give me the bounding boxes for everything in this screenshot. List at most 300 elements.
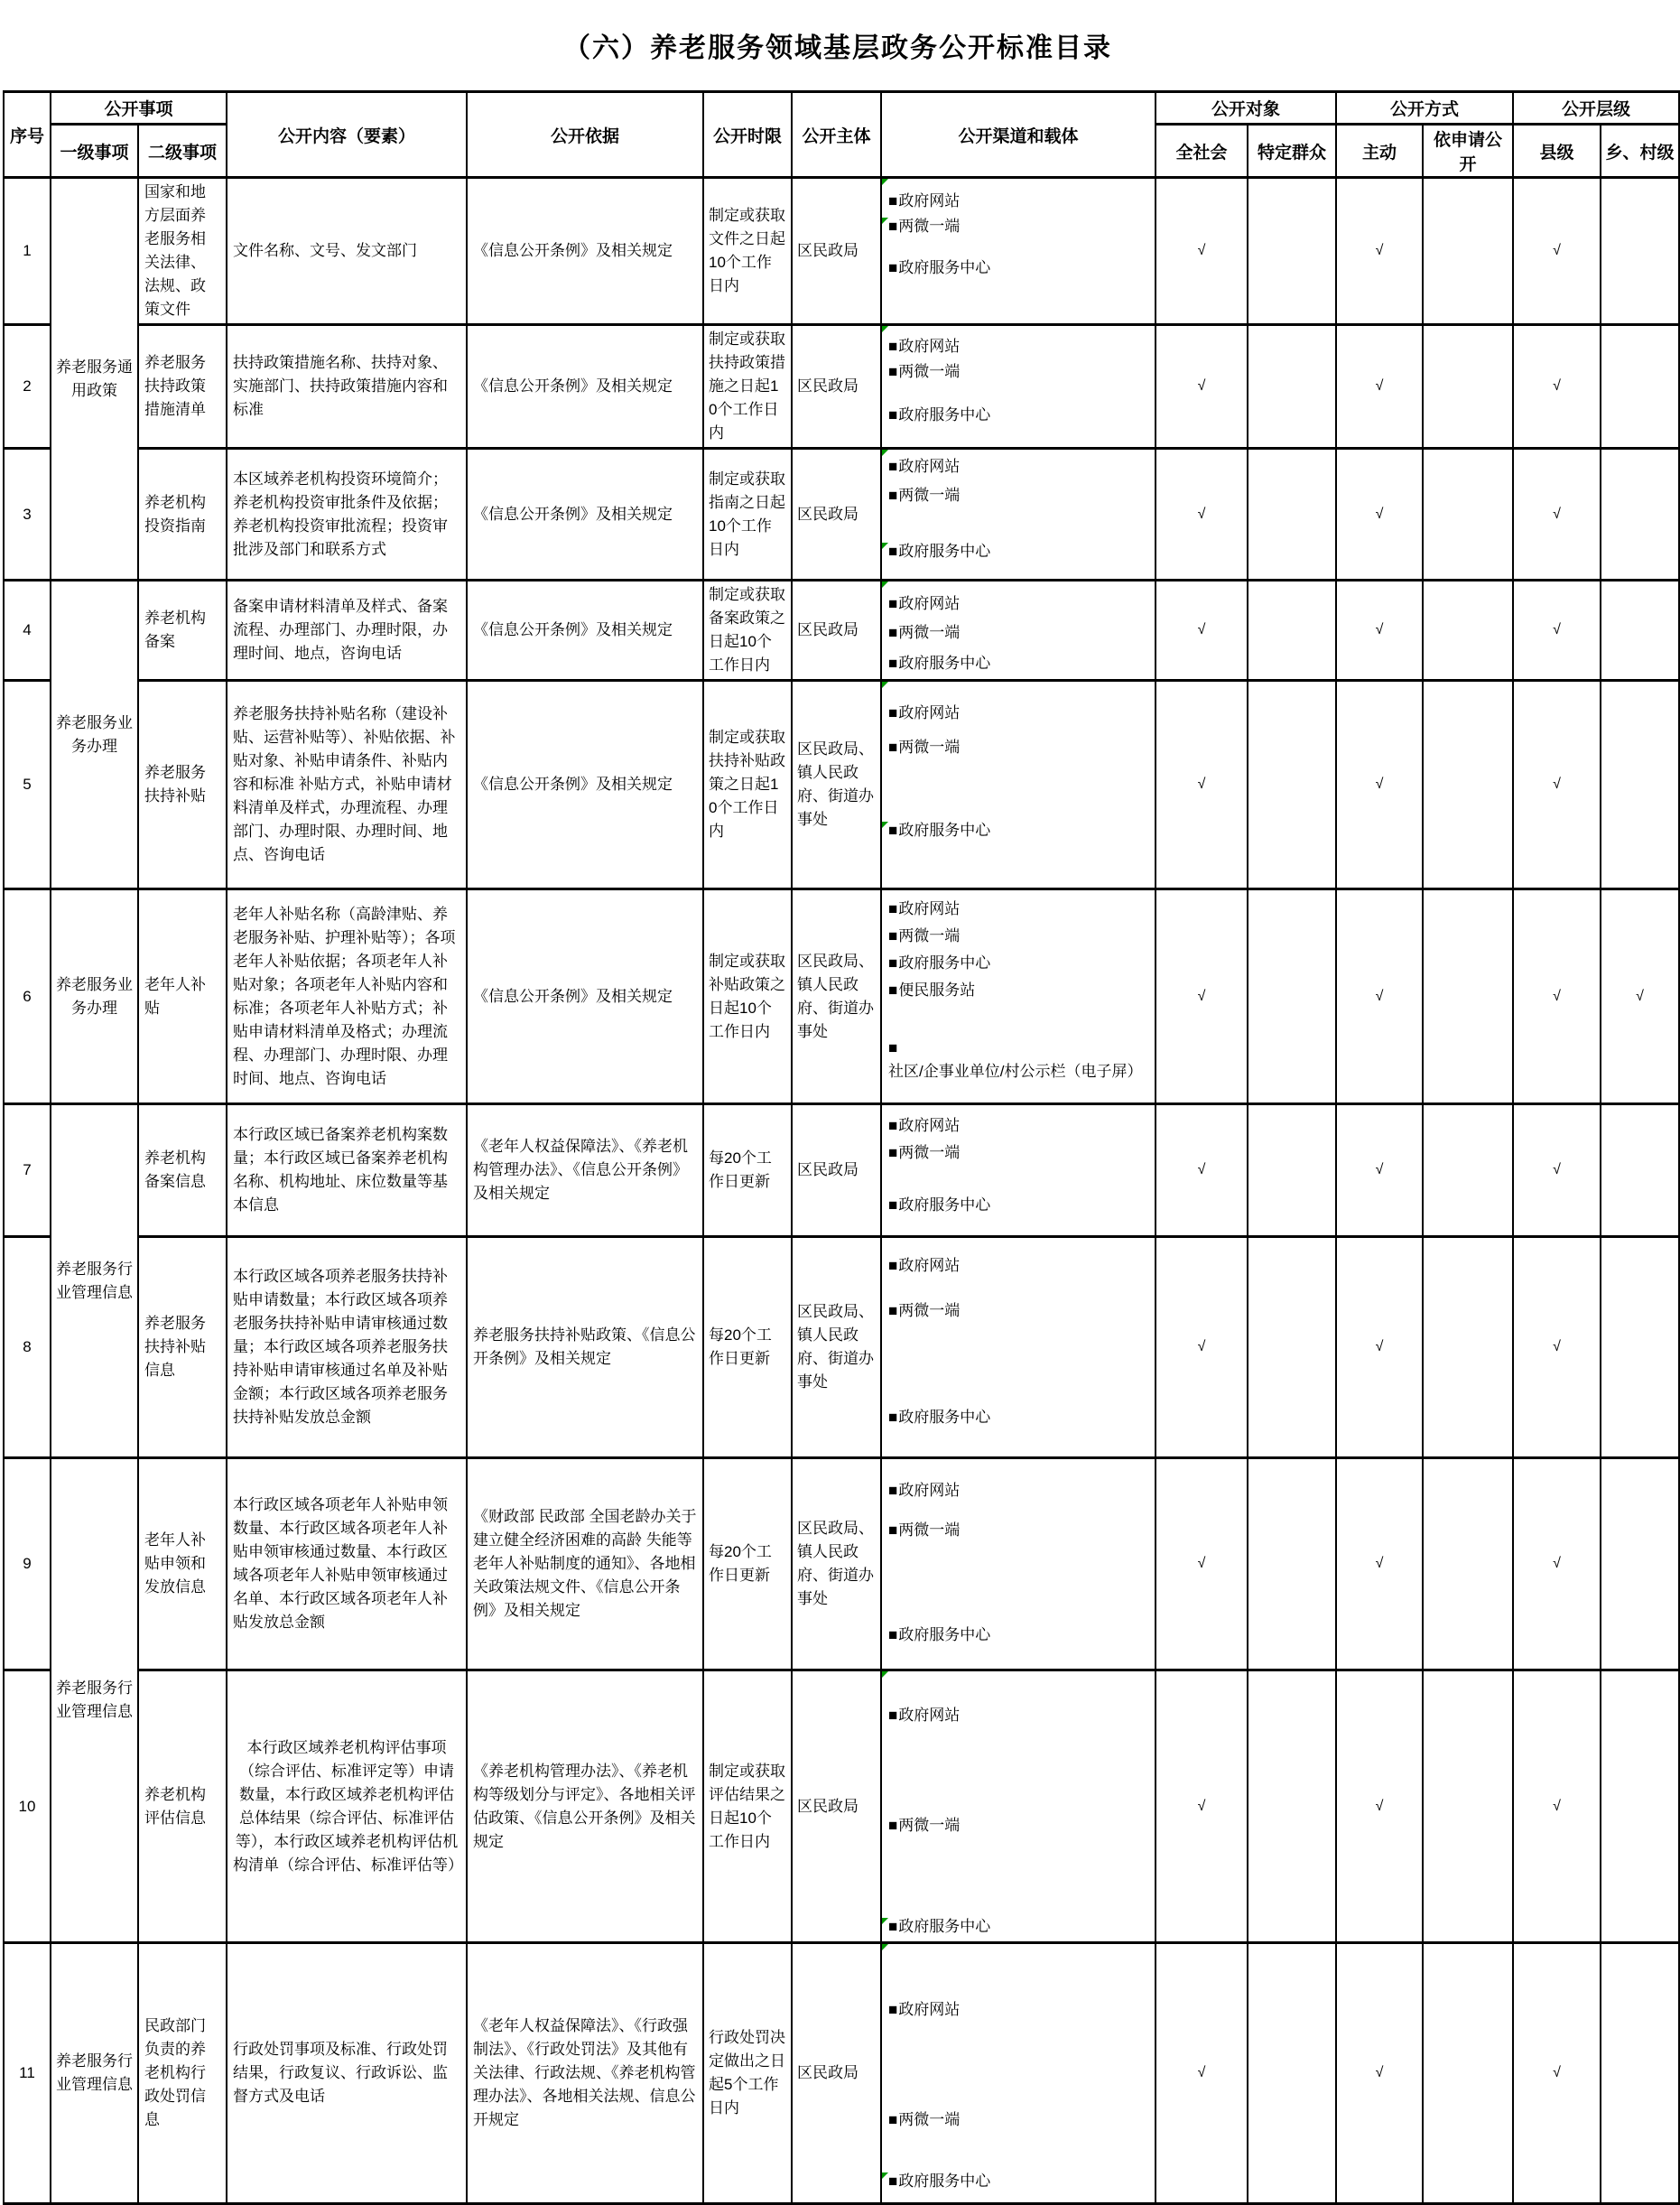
channel-list — [888, 702, 1151, 842]
society-check-cell: √ — [1156, 1237, 1248, 1458]
county-check-cell: √ — [1513, 681, 1601, 889]
table-header — [4, 92, 1679, 178]
specific-check-cell — [1248, 1104, 1336, 1237]
request-check-cell — [1423, 1458, 1513, 1670]
channels-cell — [881, 1458, 1156, 1670]
cell-corner-marker-icon — [882, 450, 888, 456]
cell-corner-marker-icon — [882, 682, 888, 688]
county-check-cell: √ — [1513, 1670, 1601, 1943]
level2-matter-cell: 养老机构备案 — [138, 581, 227, 681]
table-row — [4, 1670, 1679, 1943]
serial-number-cell: 7 — [4, 1104, 51, 1237]
county-check-cell: √ — [1513, 581, 1601, 681]
channel-item — [888, 455, 1151, 479]
channel-item — [888, 2170, 1151, 2193]
channels-cell — [881, 581, 1156, 681]
column-group-level: 公开层级 — [1513, 92, 1679, 125]
channel-item — [888, 484, 1151, 507]
channel-item — [888, 1704, 1151, 1727]
time-limit-cell: 制定或获取文件之日起10个工作日内 — [703, 178, 792, 325]
channel-label: 政府服务中心 — [898, 1918, 991, 1935]
active-check-cell: √ — [1336, 581, 1423, 681]
channel-label: 两微一端 — [898, 927, 961, 944]
channel-label: 两微一端 — [898, 1302, 961, 1319]
channel-label: 两微一端 — [898, 218, 961, 235]
square-bullet-icon: ■ — [888, 406, 898, 423]
channel-item — [888, 1406, 1151, 1429]
column-header-society: 全社会 — [1156, 125, 1248, 178]
society-check-cell: √ — [1156, 178, 1248, 325]
channel-item — [888, 736, 1151, 759]
request-check-cell — [1423, 449, 1513, 581]
channel-list — [888, 1479, 1151, 1647]
active-check-cell: √ — [1336, 681, 1423, 889]
specific-check-cell — [1248, 1237, 1336, 1458]
channel-label: 政府服务中心 — [898, 259, 991, 276]
active-check-cell: √ — [1336, 889, 1423, 1104]
village-check-cell — [1601, 1104, 1679, 1237]
cell-corner-marker-icon — [882, 581, 888, 588]
square-bullet-icon: ■ — [888, 1302, 898, 1319]
table-body — [4, 178, 1679, 2204]
channel-item — [888, 1814, 1151, 1838]
disclosure-subject-cell: 区民政局 — [792, 581, 881, 681]
village-check-cell: √ — [1601, 889, 1679, 1104]
serial-number-cell: 6 — [4, 889, 51, 1104]
channel-label: 两微一端 — [898, 624, 961, 641]
disclosure-basis-cell: 《老年人权益保障法》、《养老机构管理办法》、《信息公开条例》及相关规定 — [467, 1104, 703, 1237]
society-check-cell: √ — [1156, 681, 1248, 889]
square-bullet-icon: ■ — [888, 655, 898, 672]
disclosure-subject-cell: 区民政局、镇人民政府、街道办事处 — [792, 889, 881, 1104]
square-bullet-icon: ■ — [888, 458, 898, 475]
request-check-cell — [1423, 325, 1513, 449]
time-limit-cell: 行政处罚决定做出之日起5个工作日内 — [703, 1943, 792, 2204]
specific-check-cell — [1248, 1458, 1336, 1670]
level1-matter-cell: 养老服务业务办理 — [51, 581, 138, 889]
channel-label: 社区/企事业单位/村公示栏（电子屏） — [888, 1063, 1143, 1080]
square-bullet-icon: ■ — [888, 1918, 898, 1935]
channel-item — [888, 1114, 1151, 1138]
county-check-cell: √ — [1513, 1943, 1601, 2204]
page-title: （六）养老服务领域基层政务公开标准目录 — [563, 33, 1112, 63]
table-row — [4, 1104, 1679, 1237]
channel-list — [888, 1254, 1151, 1429]
channel-item — [888, 1624, 1151, 1647]
channel-label: 两微一端 — [898, 1817, 961, 1834]
request-check-cell — [1423, 1237, 1513, 1458]
cell-corner-marker-icon — [882, 822, 888, 828]
column-header-village: 乡、村级 — [1601, 125, 1679, 178]
disclosure-content-cell: 本行政区域各项养老服务扶持补贴申请数量；本行政区域各项养老服务扶持补贴申请审核通过数量；本行政区域各项养老服务扶持补贴申请审核通过名单及补贴金额；本行政区域各项养老服务扶持补贴发放总金额 — [227, 1237, 467, 1458]
channels-cell — [881, 889, 1156, 1104]
channel-label: 政府服务中心 — [898, 655, 991, 672]
channels-cell — [881, 681, 1156, 889]
channel-label: 政府服务中心 — [898, 2172, 991, 2190]
request-check-cell — [1423, 581, 1513, 681]
square-bullet-icon: ■ — [888, 927, 898, 944]
request-check-cell — [1423, 178, 1513, 325]
disclosure-subject-cell: 区民政局 — [792, 1670, 881, 1943]
disclosure-subject-cell: 区民政局 — [792, 1104, 881, 1237]
channel-item — [888, 1998, 1151, 2022]
request-check-cell — [1423, 681, 1513, 889]
disclosure-subject-cell: 区民政局 — [792, 325, 881, 449]
level2-matter-cell: 养老服务扶持补贴 — [138, 681, 227, 889]
disclosure-basis-cell: 《养老机构管理办法》、《养老机构等级划分与评定》、各地相关评估政策、《信息公开条例》及相关规定 — [467, 1670, 703, 1943]
disclosure-basis-cell: 《财政部 民政部 全国老龄办关于建立健全经济困难的高龄 失能等老年人补贴制度的通知》、各地相关政策法规文件、《信息公开条例》及相关规定 — [467, 1458, 703, 1670]
serial-number-cell: 5 — [4, 681, 51, 889]
county-check-cell: √ — [1513, 1237, 1601, 1458]
channel-item — [888, 540, 1151, 563]
serial-number-cell: 4 — [4, 581, 51, 681]
village-check-cell — [1601, 178, 1679, 325]
serial-number-cell: 2 — [4, 325, 51, 449]
channel-item — [888, 1254, 1151, 1278]
cell-corner-marker-icon — [882, 2172, 888, 2179]
square-bullet-icon: ■ — [888, 363, 898, 380]
table-row — [4, 889, 1679, 1104]
square-bullet-icon: ■ — [888, 192, 898, 209]
village-check-cell — [1601, 325, 1679, 449]
disclosure-content-cell: 本行政区域已备案养老机构案数量；本行政区域已备案养老机构名称、机构地址、床位数量等基本信息 — [227, 1104, 467, 1237]
level1-matter-cell: 养老服务行业管理信息 — [51, 1104, 138, 1458]
square-bullet-icon: ■ — [888, 1117, 898, 1134]
channel-item — [888, 1479, 1151, 1503]
channel-list — [888, 1114, 1151, 1217]
channels-cell — [881, 325, 1156, 449]
level2-matter-cell: 国家和地方层面养老服务相关法律、法规、政策文件 — [138, 178, 227, 325]
disclosure-content-cell: 文件名称、文号、发文部门 — [227, 178, 467, 325]
square-bullet-icon: ■ — [888, 1707, 898, 1724]
channels-cell — [881, 449, 1156, 581]
column-group-method: 公开方式 — [1336, 92, 1513, 125]
channel-item — [888, 256, 1151, 280]
square-bullet-icon: ■ — [888, 338, 898, 355]
channel-label: 政府服务中心 — [898, 1196, 991, 1214]
society-check-cell: √ — [1156, 325, 1248, 449]
square-bullet-icon: ■ — [888, 1196, 898, 1214]
square-bullet-icon: ■ — [888, 1521, 898, 1539]
county-check-cell: √ — [1513, 449, 1601, 581]
specific-check-cell — [1248, 1943, 1336, 2204]
table-row — [4, 581, 1679, 681]
channel-item — [888, 952, 1151, 975]
channel-item — [888, 190, 1151, 213]
square-bullet-icon: ■ — [888, 1482, 898, 1499]
channel-item — [888, 621, 1151, 645]
channel-item — [888, 1519, 1151, 1542]
channel-label: 两微一端 — [898, 363, 961, 380]
cell-corner-marker-icon — [882, 218, 888, 224]
column-header-channel: 公开渠道和载体 — [881, 92, 1156, 178]
county-check-cell: √ — [1513, 889, 1601, 1104]
square-bullet-icon: ■ — [888, 1817, 898, 1834]
active-check-cell: √ — [1336, 178, 1423, 325]
channel-label: 政府网站 — [898, 1117, 961, 1134]
serial-number-cell: 3 — [4, 449, 51, 581]
channels-cell — [881, 1237, 1156, 1458]
column-header-level2: 二级事项 — [138, 125, 227, 178]
disclosure-content-cell: 行政处罚事项及标准、行政处罚结果，行政复议、行政诉讼、监督方式及电话 — [227, 1943, 467, 2204]
square-bullet-icon: ■ — [888, 739, 898, 756]
channel-list — [888, 455, 1151, 563]
channels-cell — [881, 1670, 1156, 1943]
time-limit-cell: 制定或获取补贴政策之日起10个工作日内 — [703, 889, 792, 1104]
disclosure-subject-cell: 区民政局、镇人民政府、街道办事处 — [792, 681, 881, 889]
channel-item — [888, 1141, 1151, 1165]
channel-item — [888, 335, 1151, 358]
active-check-cell: √ — [1336, 449, 1423, 581]
county-check-cell: √ — [1513, 1104, 1601, 1237]
channel-label: 政府服务中心 — [898, 954, 991, 972]
column-header-specific-group: 特定群众 — [1248, 125, 1336, 178]
table-row — [4, 1943, 1679, 2204]
village-check-cell — [1601, 449, 1679, 581]
society-check-cell: √ — [1156, 1943, 1248, 2204]
channel-item — [888, 702, 1151, 725]
time-limit-cell: 制定或获取评估结果之日起10个工作日内 — [703, 1670, 792, 1943]
cell-corner-marker-icon — [882, 1671, 888, 1678]
disclosure-content-cell: 本区域养老机构投资环境简介；养老机构投资审批条件及依据；养老机构投资审批流程；投资审批涉及部门和联系方式 — [227, 449, 467, 581]
level1-matter-cell: 养老服务通用政策 — [51, 178, 138, 581]
square-bullet-icon: ■ — [888, 1144, 898, 1161]
channel-item — [888, 1194, 1151, 1217]
time-limit-cell: 每20个工作日更新 — [703, 1458, 792, 1670]
village-check-cell — [1601, 581, 1679, 681]
specific-check-cell — [1248, 1670, 1336, 1943]
channels-cell — [881, 1104, 1156, 1237]
society-check-cell: √ — [1156, 1670, 1248, 1943]
disclosure-content-cell: 养老服务扶持补贴名称（建设补贴、运营补贴等）、补贴依据、补贴对象、补贴申请条件、补贴内容和标准 补贴方式，补贴申请材料清单及样式，办理流程、办理部门、办理时限、办理时间、地点、咨询电话 — [227, 681, 467, 889]
channel-label: 政府服务中心 — [898, 822, 991, 839]
channel-label: 政府网站 — [898, 2001, 961, 2018]
time-limit-cell: 制定或获取指南之日起10个工作日内 — [703, 449, 792, 581]
time-limit-cell: 每20个工作日更新 — [703, 1237, 792, 1458]
serial-number-cell: 11 — [4, 1943, 51, 2204]
village-check-cell — [1601, 1237, 1679, 1458]
column-header-basis: 公开依据 — [467, 92, 703, 178]
column-header-active: 主动 — [1336, 125, 1423, 178]
channel-label: 两微一端 — [898, 1144, 961, 1161]
level2-matter-cell: 老年人补贴申领和发放信息 — [138, 1458, 227, 1670]
active-check-cell: √ — [1336, 325, 1423, 449]
channel-label: 政府网站 — [898, 338, 961, 355]
channel-label: 政府网站 — [898, 1482, 961, 1499]
village-check-cell — [1601, 1943, 1679, 2204]
channel-label: 两微一端 — [898, 739, 961, 756]
square-bullet-icon: ■ — [888, 218, 898, 235]
village-check-cell — [1601, 1458, 1679, 1670]
column-header-on-request: 依申请公开 — [1423, 125, 1513, 178]
time-limit-cell: 制定或获取扶持补贴政策之日起10个工作日内 — [703, 681, 792, 889]
disclosure-basis-cell: 养老服务扶持补贴政策、《信息公开条例》及相关规定 — [467, 1237, 703, 1458]
square-bullet-icon: ■ — [888, 2001, 898, 2018]
disclosure-content-cell: 备案申请材料清单及样式、备案流程、办理部门、办理时限，办理时间、地点，咨询电话 — [227, 581, 467, 681]
column-group-matter: 公开事项 — [51, 92, 227, 125]
level2-matter-cell: 民政部门负责的养老机构行政处罚信息 — [138, 1943, 227, 2204]
disclosure-subject-cell: 区民政局 — [792, 449, 881, 581]
specific-check-cell — [1248, 581, 1336, 681]
disclosure-content-cell: 本行政区域各项老年人补贴申领数量、本行政区域各项老年人补贴申领审核通过数量、本行政区域各项老年人补贴申领审核通过名单、本行政区域各项老年人补贴发放总金额 — [227, 1458, 467, 1670]
square-bullet-icon: ■ — [888, 1039, 898, 1056]
channel-list — [888, 335, 1151, 427]
column-header-level1: 一级事项 — [51, 125, 138, 178]
square-bullet-icon: ■ — [888, 954, 898, 972]
active-check-cell: √ — [1336, 1670, 1423, 1943]
time-limit-cell: 每20个工作日更新 — [703, 1104, 792, 1237]
request-check-cell — [1423, 1670, 1513, 1943]
channel-label: 两微一端 — [898, 1521, 961, 1539]
channel-item — [888, 652, 1151, 675]
table-row — [4, 449, 1679, 581]
cell-corner-marker-icon — [882, 543, 888, 549]
channel-list — [888, 1704, 1151, 1939]
specific-check-cell — [1248, 681, 1336, 889]
column-header-county: 县级 — [1513, 125, 1601, 178]
county-check-cell: √ — [1513, 1458, 1601, 1670]
society-check-cell: √ — [1156, 889, 1248, 1104]
square-bullet-icon: ■ — [888, 1257, 898, 1274]
square-bullet-icon: ■ — [888, 704, 898, 721]
channel-label: 政府网站 — [898, 1707, 961, 1724]
cell-corner-marker-icon — [882, 1944, 888, 1950]
channel-item — [888, 1299, 1151, 1323]
specific-check-cell — [1248, 325, 1336, 449]
channel-item — [888, 592, 1151, 616]
channel-list — [888, 898, 1151, 1084]
channel-label: 政府网站 — [898, 1257, 961, 1274]
specific-check-cell — [1248, 178, 1336, 325]
table-row — [4, 1458, 1679, 1670]
request-check-cell — [1423, 1943, 1513, 2204]
specific-check-cell — [1248, 889, 1336, 1104]
disclosure-content-cell: 扶持政策措施名称、扶持对象、实施部门、扶持政策措施内容和标准 — [227, 325, 467, 449]
channel-label: 政府服务中心 — [898, 1409, 991, 1426]
channel-item — [888, 1915, 1151, 1939]
column-header-serial: 序号 — [4, 92, 51, 178]
serial-number-cell: 10 — [4, 1670, 51, 1943]
cell-corner-marker-icon — [882, 179, 888, 185]
level1-matter-cell: 养老服务行业管理信息 — [51, 1943, 138, 2204]
square-bullet-icon: ■ — [888, 1626, 898, 1643]
channel-label: 政府服务中心 — [898, 1626, 991, 1643]
disclosure-basis-cell: 《老年人权益保障法》、《行政强制法》、《行政处罚法》及其他有关法律、行政法规、《养老机构管理办法》、各地相关法规、信息公开规定 — [467, 1943, 703, 2204]
level2-matter-cell: 老年人补贴 — [138, 889, 227, 1104]
square-bullet-icon: ■ — [888, 487, 898, 504]
channel-label: 两微一端 — [898, 2111, 961, 2128]
channel-label: 政府网站 — [898, 192, 961, 209]
specific-check-cell — [1248, 449, 1336, 581]
disclosure-content-cell: 老年人补贴名称（高龄津贴、养老服务补贴、护理补贴等）；各项老年人补贴依据；各项老年人补贴对象；各项老年人补贴内容和标准；各项老年人补贴方式；补贴申请材料清单及格式；办理流程、办理部门、办理时限、办理时间、地点、咨询电话 — [227, 889, 467, 1104]
channel-item — [888, 898, 1151, 921]
county-check-cell: √ — [1513, 325, 1601, 449]
cell-corner-marker-icon — [882, 326, 888, 332]
disclosure-catalog-table — [3, 90, 1680, 2205]
channel-item — [888, 215, 1151, 238]
active-check-cell: √ — [1336, 1943, 1423, 2204]
county-check-cell: √ — [1513, 178, 1601, 325]
table-row — [4, 1237, 1679, 1458]
channels-cell — [881, 178, 1156, 325]
table-row — [4, 178, 1679, 325]
square-bullet-icon: ■ — [888, 2172, 898, 2190]
disclosure-basis-cell: 《信息公开条例》及相关规定 — [467, 325, 703, 449]
square-bullet-icon: ■ — [888, 624, 898, 641]
column-group-target: 公开对象 — [1156, 92, 1336, 125]
column-header-time-limit: 公开时限 — [703, 92, 792, 178]
square-bullet-icon: ■ — [888, 595, 898, 612]
square-bullet-icon: ■ — [888, 900, 898, 917]
channel-label: 政府网站 — [898, 458, 961, 475]
serial-number-cell: 8 — [4, 1237, 51, 1458]
channel-item — [888, 2108, 1151, 2132]
table-row — [4, 681, 1679, 889]
village-check-cell — [1601, 681, 1679, 889]
disclosure-basis-cell: 《信息公开条例》及相关规定 — [467, 681, 703, 889]
level2-matter-cell: 养老机构评估信息 — [138, 1670, 227, 1943]
channel-item — [888, 819, 1151, 842]
disclosure-basis-cell: 《信息公开条例》及相关规定 — [467, 581, 703, 681]
disclosure-subject-cell: 区民政局、镇人民政府、街道办事处 — [792, 1237, 881, 1458]
channel-item — [888, 404, 1151, 427]
cell-corner-marker-icon — [882, 1918, 888, 1924]
serial-number-cell: 1 — [4, 178, 51, 325]
column-header-subject: 公开主体 — [792, 92, 881, 178]
time-limit-cell: 制定或获取扶持政策措施之日起10个工作日内 — [703, 325, 792, 449]
disclosure-basis-cell: 《信息公开条例》及相关规定 — [467, 449, 703, 581]
channel-label: 政府网站 — [898, 900, 961, 917]
request-check-cell — [1423, 1104, 1513, 1237]
channel-item — [888, 1037, 1151, 1084]
square-bullet-icon: ■ — [888, 2111, 898, 2128]
disclosure-subject-cell: 区民政局 — [792, 178, 881, 325]
channel-label: 政府网站 — [898, 704, 961, 721]
active-check-cell: √ — [1336, 1237, 1423, 1458]
square-bullet-icon: ■ — [888, 822, 898, 839]
time-limit-cell: 制定或获取备案政策之日起10个工作日内 — [703, 581, 792, 681]
channels-cell — [881, 1943, 1156, 2204]
society-check-cell: √ — [1156, 1104, 1248, 1237]
society-check-cell: √ — [1156, 581, 1248, 681]
column-header-content: 公开内容（要素） — [227, 92, 467, 178]
society-check-cell: √ — [1156, 1458, 1248, 1670]
channel-label: 便民服务站 — [898, 982, 976, 999]
society-check-cell: √ — [1156, 449, 1248, 581]
channel-label: 政府网站 — [898, 595, 961, 612]
level1-matter-cell: 养老服务行业管理信息 — [51, 1458, 138, 1943]
active-check-cell: √ — [1336, 1104, 1423, 1237]
channel-list — [888, 592, 1151, 675]
table-row — [4, 325, 1679, 449]
serial-number-cell: 9 — [4, 1458, 51, 1670]
disclosure-basis-cell: 《信息公开条例》及相关规定 — [467, 889, 703, 1104]
request-check-cell — [1423, 889, 1513, 1104]
square-bullet-icon: ■ — [888, 543, 898, 560]
square-bullet-icon: ■ — [888, 1409, 898, 1426]
square-bullet-icon: ■ — [888, 259, 898, 276]
active-check-cell: √ — [1336, 1458, 1423, 1670]
channel-label: 政府服务中心 — [898, 406, 991, 423]
disclosure-subject-cell: 区民政局 — [792, 1943, 881, 2204]
level2-matter-cell: 养老机构备案信息 — [138, 1104, 227, 1237]
channel-label: 政府服务中心 — [898, 543, 991, 560]
channel-item — [888, 360, 1151, 384]
disclosure-basis-cell: 《信息公开条例》及相关规定 — [467, 178, 703, 325]
channel-label: 两微一端 — [898, 487, 961, 504]
channel-item — [888, 925, 1151, 948]
level2-matter-cell: 养老服务扶持补贴信息 — [138, 1237, 227, 1458]
